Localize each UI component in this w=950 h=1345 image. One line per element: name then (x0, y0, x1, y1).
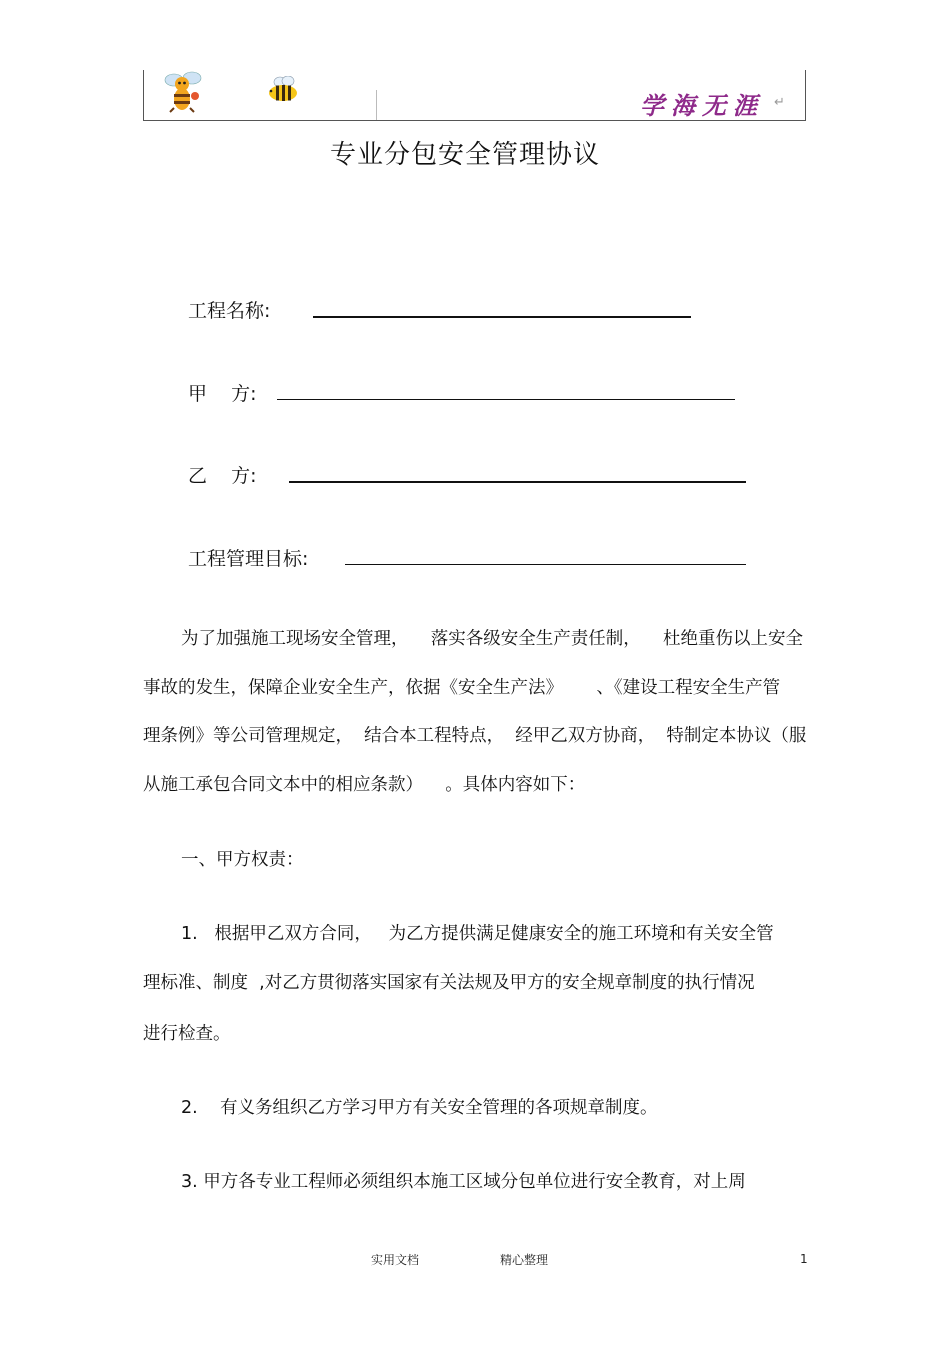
party-a-label: 甲 方: (188, 383, 257, 405)
bee-mascot-icon (162, 70, 206, 114)
footer-left-text: 实用文档 (371, 1253, 420, 1267)
party-a-blank (277, 399, 735, 400)
header-right-border (805, 70, 806, 120)
return-mark-icon: ↵ (774, 95, 785, 110)
header-divider (376, 90, 377, 120)
management-goal-blank (345, 564, 746, 565)
party-b-label: 乙 方: (188, 465, 257, 487)
header-left-border (143, 70, 144, 120)
page-number: 1 (800, 1252, 808, 1266)
section-heading: 一、甲方权责： (181, 850, 304, 870)
brand-logo-text: 学海无涯 (640, 91, 764, 120)
intro-line: 为了加强施工现场安全管理， 落实各级安全生产责任制， 杜绝重伤以上安全 (181, 629, 803, 649)
item-2: 2. 有义务组织乙方学习甲方有关安全管理的各项规章制度。 (181, 1098, 658, 1118)
party-b-blank (289, 481, 746, 483)
item-1-line: 进行检查。 (143, 1024, 231, 1044)
intro-line: 事故的发生，保障企业安全生产，依据《安全生产法》 、《建设工程安全生产管 (143, 678, 781, 698)
item-1-line: 1. 根据甲乙双方合同， 为乙方提供满足健康安全的施工环境和有关安全管 (181, 924, 774, 944)
intro-line: 从施工承包合同文本中的相应条款） 。具体内容如下： (143, 775, 586, 795)
footer-center-text: 精心整理 (500, 1253, 549, 1267)
item-1-line: 理标准、制度 ,对乙方贯彻落实国家有关法规及甲方的安全规章制度的执行情况 (143, 973, 755, 993)
management-goal-label: 工程管理目标: (188, 548, 309, 570)
item-3: 3. 甲方各专业工程师必须组织本施工区域分包单位进行安全教育，对上周 (181, 1172, 746, 1192)
intro-line: 理条例》等公司管理规定， 结合本工程特点， 经甲乙双方协商， 特制定本协议（服 (143, 726, 807, 746)
document-title: 专业分包安全管理协议 (329, 140, 600, 170)
bee-icon (264, 76, 302, 104)
project-name-label: 工程名称: (188, 300, 271, 322)
project-name-blank (313, 316, 691, 318)
